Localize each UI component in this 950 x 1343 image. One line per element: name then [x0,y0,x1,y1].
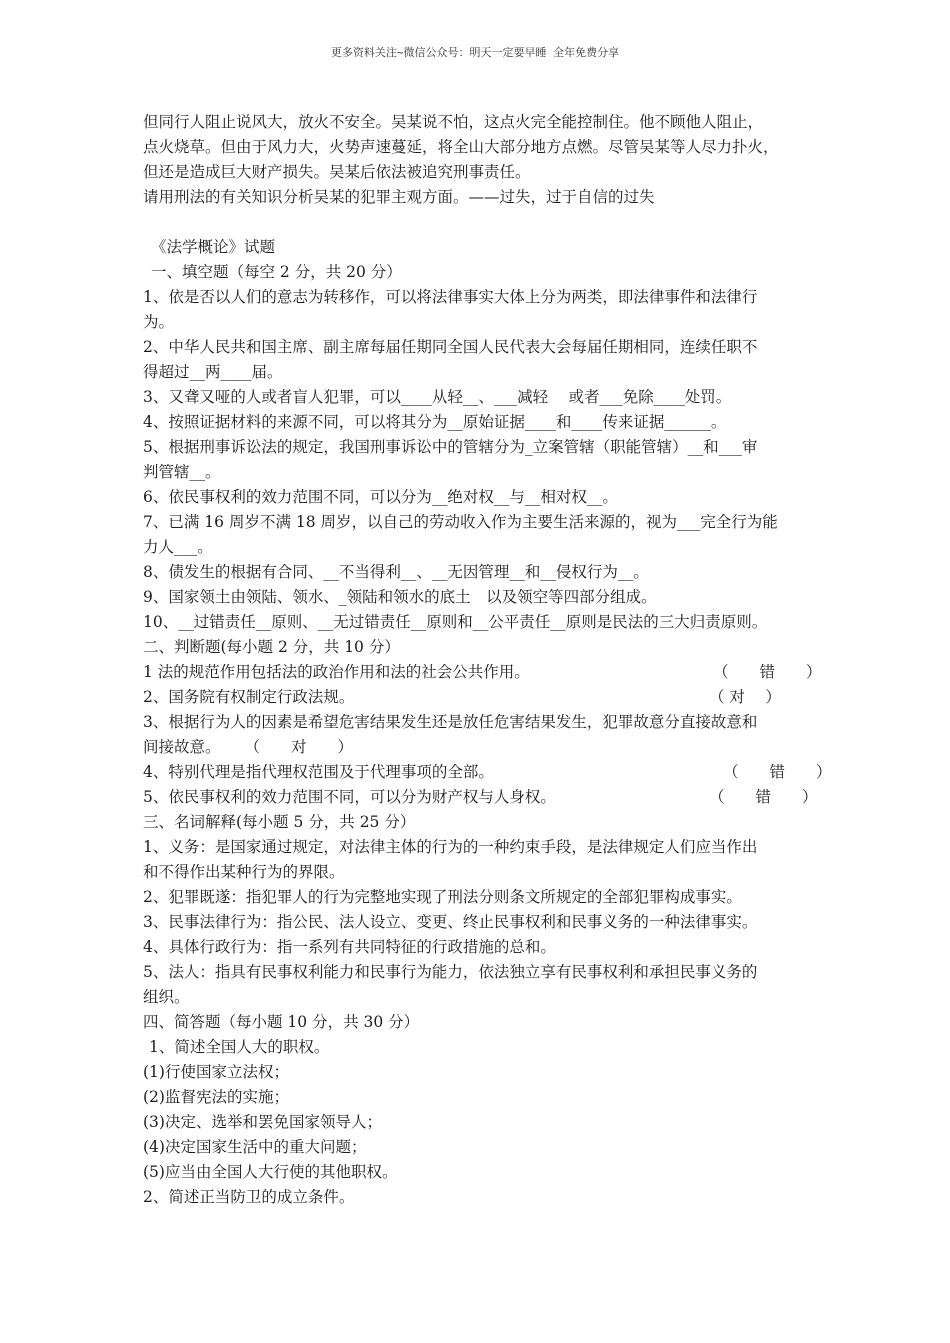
terms-line: 和不得作出某种行为的界限。 [143,863,345,881]
intro-line: 但同行人阻止说风大，放火不安全。吴某说不怕，这点火完全能控制住。他不顾他人阻止， [143,113,764,131]
terms-line: 1、义务：是国家通过规定，对法律主体的行为的一种约束手段，是法律规定人们应当作出 [143,838,758,856]
terms-line: 2、犯罪既遂：指犯罪人的行为完整地实现了刑法分则条文所规定的全部犯罪构成事实。 [143,888,742,906]
fill-line: 4、按照证据材料的来源不同，可以将其分为__原始证据____和____传来证据______。 [143,413,727,431]
fill-line: 力人___。 [143,538,213,556]
terms-line: 组织。 [143,988,190,1006]
fill-line: 2、中华人民共和国主席、副主席每届任期同全国人民代表大会每届任期相同，连续任职不 [143,338,758,356]
fill-line: 3、又聋又哑的人或者盲人犯罪，可以____从轻__、___减轻 或者___免除____处罚。 [143,388,732,406]
judge-item-answer: （ 对 ） [244,738,354,756]
judge-item-text: 1 法的规范作用包括法的政治作用和法的社会公共作用。 [143,663,530,681]
fill-line: 7、已满 16 周岁不满 18 周岁，以自己的劳动收入作为主要生活来源的，视为___完全行为能 [143,513,778,531]
terms-line: 3、民事法律行为：指公民、法人设立、变更、终止民事权利和民事义务的一种法律事实。 [143,913,758,931]
fill-line: 判管辖__。 [143,463,221,481]
short-answer-point: (2)监督宪法的实施； [143,1088,289,1106]
judge-item-text: 3、根据行为人的因素是希望危害结果发生还是放任危害结果发生，犯罪故意分直接故意和 [143,713,758,731]
exam-title: 《法学概论》试题 [151,238,276,256]
short-answer-point: (3)决定、选举和罢免国家领导人； [143,1113,382,1131]
short-answer-point: (5)应当由全国人大行使的其他职权。 [143,1163,398,1181]
judge-item [143,760,832,785]
short-heading: 四、简答题（每小题 10 分，共 30 分） [143,1013,420,1031]
intro-line: 点火烧草。但由于风力大，火势声速蔓延，将全山大部分地方点燃。尽管吴某等人尽力扑火， [143,138,779,156]
judge-item-text: 4、特别代理是指代理权范围及于代理事项的全部。 [143,763,494,781]
short-question: 1、简述全国人大的职权。 [149,1038,330,1056]
terms-line: 4、具体行政行为：指一系列有共同特征的行政措施的总和。 [143,938,556,956]
fill-line: 6、依民事权利的效力范围不同，可以分为__绝对权__与__相对权__。 [143,488,618,506]
short-question: 2、简述正当防卫的成立条件。 [143,1188,355,1206]
judge-item [143,685,813,710]
judge-item-answer: （ 错 ） [723,763,832,781]
terms-heading: 三、名词解释(每小题 5 分，共 25 分） [143,813,416,831]
judge-item-answer: （ 错 ） [713,663,822,681]
judge-item-text: 2、国务院有权制定行政法规。 [143,688,355,706]
judge-item-answer: （ 错 ） [709,788,818,806]
document-body [143,110,832,1210]
intro-line: 但还是造成巨大财产损失。吴某后依法被追究刑事责任。 [143,163,531,181]
judge-item [143,785,818,810]
judge-item-text: 5、依民事权利的效力范围不同，可以分为财产权与人身权。 [143,788,556,806]
fill-line: 得超过__两____届。 [143,363,283,381]
fill-line: 10、__过错责任__原则、__无过错责任__原则和__公平责任__原则是民法的三大归责原则。 [143,613,768,631]
judge-item-answer: （ 对 ） [709,688,781,706]
short-answer-point: (1)行使国家立法权； [143,1063,289,1081]
fill-line: 9、国家领土由领陆、领水、_领陆和领水的底土 以及领空等四部分组成。 [143,588,657,606]
fill-line: 8、债发生的根据有合同、__不当得利__、__无因管理__和__侵权行为__。 [143,563,649,581]
judge-item-text: 间接故意。 [143,738,221,756]
page-header-watermark: 更多资料关注~微信公众号：明天一定要早睡 全年免费分享 [330,46,620,59]
judge-item [143,660,822,685]
short-answer-point: (4)决定国家生活中的重大问题； [143,1138,367,1156]
fill-line: 为。 [143,313,175,331]
judge-heading: 二、判断题(每小题 2 分，共 10 分） [143,638,400,656]
intro-line: 请用刑法的有关知识分析吴某的犯罪主观方面。——过失，过于自信的过失 [143,188,655,206]
fill-heading: 一、填空题（每空 2 分，共 20 分） [151,263,402,281]
fill-line: 5、根据刑事诉讼法的规定，我国刑事诉讼中的管辖分为_立案管辖（职能管辖）__和___审 [143,438,758,456]
judge-item-continuation [143,735,813,760]
terms-line: 5、法人：指具有民事权利能力和民事行为能力，依法独立享有民事权利和承担民事义务的 [143,963,758,981]
fill-line: 1、依是否以人们的意志为转移作，可以将法律事实大体上分为两类，即法律事件和法律行 [143,288,758,306]
